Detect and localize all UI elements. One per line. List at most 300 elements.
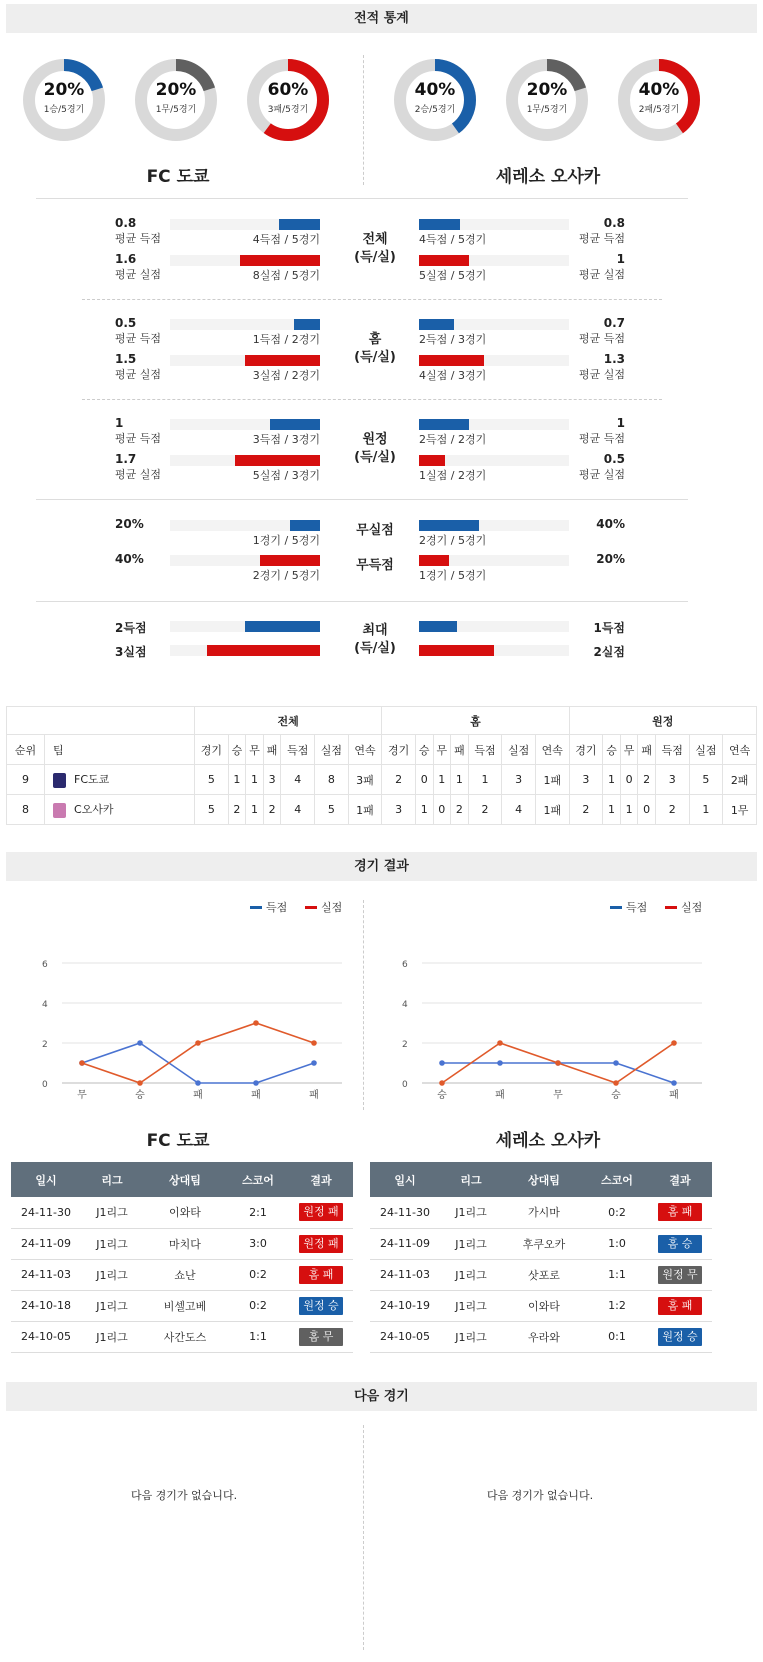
clean-count-right: 1경기 / 5경기 — [419, 569, 487, 582]
standings-cell: 8 — [315, 765, 349, 795]
results-table-right — [370, 1162, 712, 1353]
team-name-left: FC 도쿄 — [146, 167, 210, 187]
y-tick-label: 2 — [42, 1040, 48, 1050]
y-tick-label: 2 — [402, 1040, 408, 1050]
record-section-header: 전적 통계 — [6, 4, 757, 33]
standings-blank-header — [7, 707, 195, 735]
results-col-header: 일시 — [11, 1162, 81, 1197]
standings-cell: 1 — [451, 765, 469, 795]
clean-bar-left — [290, 520, 320, 531]
stat-value-right: 0.7 — [603, 316, 625, 330]
data-point-conceded — [311, 1040, 317, 1046]
stat-category-line: 홈 — [368, 332, 382, 347]
stat-value-right: 1 — [616, 416, 625, 430]
stat-category-line: (득/실) — [354, 350, 396, 365]
stat-value-left: 0.5 — [115, 316, 137, 330]
standings-team-name: C오사카 — [74, 803, 114, 817]
standings-col-header: 경기 — [382, 735, 416, 765]
results-col-header: 일시 — [370, 1162, 440, 1197]
standings-col-header: 패 — [263, 735, 281, 765]
stat-bar-left — [240, 255, 320, 266]
standings-team-name: FC도쿄 — [74, 773, 110, 787]
standings-col-header: 패 — [638, 735, 656, 765]
clean-count-left: 1경기 / 5경기 — [252, 534, 320, 547]
results-table-left — [11, 1162, 353, 1353]
donut-4 — [504, 57, 590, 143]
stat-category-line: 원정 — [362, 432, 388, 447]
results-result — [289, 1321, 353, 1352]
stat-value-left: 1 — [115, 416, 124, 430]
stat-category-label — [335, 231, 415, 267]
data-point-scored — [253, 1080, 259, 1086]
standings-col-header: 순위 — [7, 735, 45, 765]
results-opp: 마치다 — [143, 1228, 227, 1259]
standings-group-away: 원정 — [569, 707, 756, 735]
standings-col-header: 득점 — [655, 735, 689, 765]
stat-count-left: 3실점 / 2경기 — [252, 369, 320, 382]
stat-value-right: 0.8 — [603, 216, 625, 230]
donut-percent: 40% — [414, 80, 456, 100]
donut-percent: 20% — [43, 80, 85, 100]
data-point-scored — [311, 1060, 317, 1066]
data-point-scored — [671, 1080, 677, 1086]
standings-col-header: 실점 — [315, 735, 349, 765]
max-bar-right — [419, 621, 457, 632]
standings-cell: 5 — [689, 765, 723, 795]
results-score: 1:1 — [227, 1321, 289, 1352]
results-opp: 쇼난 — [143, 1259, 227, 1290]
stat-label-right: 평균 실점 — [578, 368, 625, 381]
result-badge: 원정 무 — [658, 1266, 702, 1284]
stat-count-left: 4득점 / 5경기 — [252, 233, 320, 246]
clean-count-left: 2경기 / 5경기 — [252, 569, 320, 582]
stat-count-left: 3득점 / 3경기 — [252, 433, 320, 446]
donut-subtext: 1승/5경기 — [43, 105, 85, 115]
x-tick-label: 패 — [495, 1090, 505, 1101]
stat-label-left: 평균 득점 — [115, 332, 162, 345]
results-league: J1리그 — [440, 1290, 502, 1321]
data-point-conceded — [613, 1080, 619, 1086]
x-tick-label: 패 — [193, 1090, 203, 1101]
stat-category-line: 전체 — [362, 232, 388, 247]
divider — [36, 601, 688, 602]
standings-cell: 1 — [246, 765, 264, 795]
results-date: 24-11-09 — [11, 1228, 81, 1259]
donut-subtext: 3패/5경기 — [267, 105, 309, 115]
standings-col-header: 승 — [415, 735, 433, 765]
stat-category-line: (득/실) — [354, 450, 396, 465]
stat-category-label — [335, 431, 415, 467]
results-row — [11, 1290, 353, 1321]
standings-col-header: 팀 — [45, 735, 195, 765]
standings-cell: 2 — [382, 765, 416, 795]
results-league: J1리그 — [81, 1259, 143, 1290]
standings-col-header: 경기 — [569, 735, 603, 765]
result-badge: 홈 패 — [299, 1266, 343, 1284]
standings-col-header: 득점 — [468, 735, 502, 765]
y-tick-label: 6 — [42, 960, 48, 970]
series-line-conceded — [82, 1023, 314, 1083]
standings-cell: 3 — [655, 765, 689, 795]
stat-count-left: 8실점 / 5경기 — [252, 269, 320, 282]
donut-subtext: 1무/5경기 — [155, 105, 197, 115]
stat-label-right: 평균 득점 — [578, 332, 625, 345]
data-point-conceded — [555, 1060, 561, 1066]
results-chart-right — [380, 890, 720, 1115]
results-league: J1리그 — [81, 1321, 143, 1352]
standings-cell: 1무 — [723, 795, 757, 825]
standings-cell: 2 — [451, 795, 469, 825]
max-bar-left — [207, 645, 320, 656]
data-point-conceded — [195, 1040, 201, 1046]
results-date: 24-10-05 — [11, 1321, 81, 1352]
standings-col-header: 패 — [451, 735, 469, 765]
stat-bar-right — [419, 455, 445, 466]
results-opp: 삿포로 — [502, 1259, 586, 1290]
data-point-scored — [195, 1080, 201, 1086]
standings-team[interactable] — [45, 765, 195, 795]
standings-cell: 5 — [195, 795, 229, 825]
stat-count-right: 4실점 / 3경기 — [419, 369, 487, 382]
stat-bar-left — [270, 419, 320, 430]
results-date: 24-10-05 — [370, 1321, 440, 1352]
data-point-conceded — [137, 1080, 143, 1086]
stat-value-right: 0.5 — [603, 452, 625, 466]
results-score: 0:2 — [227, 1290, 289, 1321]
results-opp: 가시마 — [502, 1197, 586, 1228]
clean-bar-right — [419, 520, 479, 531]
results-col-header: 리그 — [440, 1162, 502, 1197]
divider — [82, 299, 662, 300]
legend-conceded: 실점 — [321, 901, 343, 914]
standings-col-header: 연속 — [348, 735, 382, 765]
standings-cell: 3 — [569, 765, 603, 795]
donut-percent: 20% — [155, 80, 197, 100]
standings-table — [6, 706, 757, 825]
x-tick-label: 승 — [437, 1090, 447, 1101]
standings-cell: 1 — [603, 765, 621, 795]
data-point-conceded — [439, 1080, 445, 1086]
clean-value-left: 40% — [115, 552, 144, 566]
results-opp: 이와타 — [502, 1290, 586, 1321]
y-tick-label: 0 — [42, 1080, 48, 1090]
data-point-conceded — [671, 1040, 677, 1046]
standings-cell: 2 — [638, 765, 656, 795]
results-row — [11, 1321, 353, 1352]
stat-label-left: 평균 실점 — [115, 368, 162, 381]
donut-subtext: 1무/5경기 — [526, 105, 568, 115]
standings-cell: 4 — [281, 795, 315, 825]
results-date: 24-11-30 — [370, 1197, 440, 1228]
legend-scored: 득점 — [626, 901, 648, 914]
standings-col-header: 무 — [433, 735, 451, 765]
max-value-left: 2득점 — [115, 621, 147, 635]
stat-count-left: 1득점 / 2경기 — [252, 333, 320, 346]
results-row — [11, 1228, 353, 1259]
donut-subtext: 2패/5경기 — [638, 105, 680, 115]
data-point-conceded — [253, 1020, 259, 1026]
results-opp: 사간도스 — [143, 1321, 227, 1352]
x-tick-label: 무 — [77, 1090, 87, 1101]
standings-cell: 1 — [228, 765, 246, 795]
standings-cell: 1패 — [348, 795, 382, 825]
stat-bar-left — [294, 319, 320, 330]
results-league: J1리그 — [81, 1290, 143, 1321]
stat-value-left: 1.6 — [115, 252, 137, 266]
next-match-left: 다음 경기가 없습니다. — [130, 1489, 238, 1502]
max-value-right: 1득점 — [593, 621, 625, 635]
results-chart-left — [20, 890, 360, 1115]
standings-cell: 4 — [281, 765, 315, 795]
max-bar-left — [245, 621, 320, 632]
standings-cell: 1 — [433, 765, 451, 795]
results-result — [648, 1197, 712, 1228]
stat-count-right: 2득점 / 2경기 — [419, 433, 487, 446]
stat-count-right: 2득점 / 3경기 — [419, 333, 487, 346]
results-score: 1:0 — [586, 1228, 648, 1259]
results-league: J1리그 — [440, 1228, 502, 1259]
results-col-header: 상대팀 — [143, 1162, 227, 1197]
clean-count-right: 2경기 / 5경기 — [419, 534, 487, 547]
standings-cell: 1패 — [535, 795, 569, 825]
results-result — [289, 1290, 353, 1321]
data-point-scored — [137, 1040, 143, 1046]
results-row — [370, 1197, 712, 1228]
standings-col-header: 무 — [246, 735, 264, 765]
stat-bar-right — [419, 219, 460, 230]
clean-value-right: 40% — [596, 517, 625, 531]
donut-ring — [245, 57, 331, 143]
results-result — [289, 1197, 353, 1228]
results-opp: 비셀고베 — [143, 1290, 227, 1321]
results-row — [11, 1197, 353, 1228]
stat-label-right: 평균 실점 — [578, 468, 625, 481]
results-col-header: 상대팀 — [502, 1162, 586, 1197]
standings-group-home: 홈 — [382, 707, 569, 735]
result-badge: 홈 승 — [658, 1235, 702, 1253]
stat-label-left: 평균 실점 — [115, 268, 162, 281]
results-score: 2:1 — [227, 1197, 289, 1228]
result-badge: 원정 승 — [658, 1328, 702, 1346]
stat-bar-right — [419, 255, 469, 266]
standings-cell: 2 — [468, 795, 502, 825]
stat-value-left: 1.7 — [115, 452, 137, 466]
standings-cell: 1 — [468, 765, 502, 795]
stat-label-left: 평균 득점 — [115, 232, 162, 245]
results-score: 0:1 — [586, 1321, 648, 1352]
standings-cell: 3패 — [348, 765, 382, 795]
results-col-header: 스코어 — [586, 1162, 648, 1197]
standings-cell: 5 — [195, 765, 229, 795]
results-col-header: 스코어 — [227, 1162, 289, 1197]
results-league: J1리그 — [81, 1228, 143, 1259]
legend-conceded-swatch — [305, 906, 317, 909]
donut-1 — [133, 57, 219, 143]
results-score: 1:1 — [586, 1259, 648, 1290]
stat-bar-left — [245, 355, 320, 366]
x-tick-label: 승 — [611, 1090, 621, 1101]
results-col-header: 리그 — [81, 1162, 143, 1197]
stat-bar-right — [419, 319, 454, 330]
stat-value-left: 0.8 — [115, 216, 137, 230]
next-match-right: 다음 경기가 없습니다. — [486, 1489, 594, 1502]
results-date: 24-10-18 — [11, 1290, 81, 1321]
results-date: 24-11-09 — [370, 1228, 440, 1259]
standings-cell: 1 — [689, 795, 723, 825]
divider — [363, 1425, 364, 1650]
results-result — [648, 1228, 712, 1259]
stat-label-right: 평균 실점 — [578, 268, 625, 281]
next-section-header: 다음 경기 — [6, 1382, 757, 1411]
stat-bar-left — [279, 219, 320, 230]
results-score: 0:2 — [586, 1197, 648, 1228]
result-badge: 원정 패 — [299, 1203, 343, 1221]
result-badge: 원정 패 — [299, 1235, 343, 1253]
results-result — [648, 1259, 712, 1290]
clean-bar-right — [419, 555, 449, 566]
stat-count-left: 5실점 / 3경기 — [252, 469, 320, 482]
max-category-label — [335, 622, 415, 658]
results-league: J1리그 — [440, 1259, 502, 1290]
standings-col-header: 승 — [603, 735, 621, 765]
results-result — [289, 1228, 353, 1259]
x-tick-label: 무 — [553, 1090, 563, 1101]
data-point-conceded — [497, 1040, 503, 1046]
stat-bar-left — [235, 455, 320, 466]
stat-value-right: 1 — [616, 252, 625, 266]
standings-cell: 2 — [263, 795, 281, 825]
results-row — [370, 1228, 712, 1259]
legend-conceded-swatch — [665, 906, 677, 909]
team-name-left-results: FC 도쿄 — [146, 1131, 210, 1151]
divider — [82, 399, 662, 400]
donut-ring — [504, 57, 590, 143]
standings-group-total: 전체 — [195, 707, 382, 735]
stat-value-right: 1.3 — [603, 352, 625, 366]
stat-bar-right — [419, 355, 484, 366]
clean-bar-left — [260, 555, 320, 566]
standings-col-header: 무 — [620, 735, 638, 765]
legend-scored: 득점 — [266, 901, 288, 914]
standings-cell: 0 — [433, 795, 451, 825]
standings-col-header: 실점 — [689, 735, 723, 765]
y-tick-label: 0 — [402, 1080, 408, 1090]
y-tick-label: 4 — [402, 1000, 408, 1010]
donut-ring — [616, 57, 702, 143]
results-row — [370, 1259, 712, 1290]
results-score: 3:0 — [227, 1228, 289, 1259]
stat-label-left: 평균 실점 — [115, 468, 162, 481]
team-name-right-results: 세레소 오사카 — [495, 1131, 601, 1151]
team-logo-icon — [53, 803, 66, 818]
divider — [36, 499, 688, 500]
standings-cell: 1 — [603, 795, 621, 825]
clean-value-right: 20% — [596, 552, 625, 566]
stat-label-left: 평균 득점 — [115, 432, 162, 445]
results-section-header: 경기 결과 — [6, 852, 757, 881]
stat-bar-right — [419, 419, 469, 430]
donut-percent: 60% — [267, 80, 309, 100]
donut-2 — [245, 57, 331, 143]
standings-cell: 4 — [502, 795, 536, 825]
stat-label-right: 평균 득점 — [578, 432, 625, 445]
stat-count-right: 1실점 / 2경기 — [419, 469, 487, 482]
clean-value-left: 20% — [115, 517, 144, 531]
legend-scored-swatch — [610, 906, 622, 909]
stat-label-right: 평균 득점 — [578, 232, 625, 245]
max-category-line: 최대 — [362, 623, 388, 638]
x-tick-label: 승 — [135, 1090, 145, 1101]
max-bar-right — [419, 645, 494, 656]
result-badge: 홈 패 — [658, 1297, 702, 1315]
max-value-left: 3실점 — [115, 645, 147, 659]
stat-count-right: 4득점 / 5경기 — [419, 233, 487, 246]
standings-col-header: 연속 — [535, 735, 569, 765]
standings-cell: 1 — [620, 795, 638, 825]
donut-0 — [21, 57, 107, 143]
results-result — [648, 1321, 712, 1352]
standings-cell: 3 — [382, 795, 416, 825]
results-score: 1:2 — [586, 1290, 648, 1321]
max-value-right: 2실점 — [593, 645, 625, 659]
results-league: J1리그 — [440, 1321, 502, 1352]
x-tick-label: 패 — [309, 1090, 319, 1101]
standings-cell: 0 — [638, 795, 656, 825]
standings-cell: 3 — [502, 765, 536, 795]
donut-3 — [392, 57, 478, 143]
clean-category-label: 무실점 — [356, 523, 394, 538]
results-result — [289, 1259, 353, 1290]
donut-ring — [392, 57, 478, 143]
standings-cell: 3 — [263, 765, 281, 795]
y-tick-label: 6 — [402, 960, 408, 970]
stat-category-line: (득/실) — [354, 250, 396, 265]
standings-col-header: 경기 — [195, 735, 229, 765]
results-col-header: 결과 — [648, 1162, 712, 1197]
data-point-conceded — [79, 1060, 85, 1066]
standings-col-header: 승 — [228, 735, 246, 765]
standings-col-header: 연속 — [723, 735, 757, 765]
legend-scored-swatch — [250, 906, 262, 909]
donut-percent: 40% — [638, 80, 680, 100]
standings-cell: 0 — [415, 765, 433, 795]
results-opp: 후쿠오카 — [502, 1228, 586, 1259]
results-opp: 이와타 — [143, 1197, 227, 1228]
standings-cell: 2 — [569, 795, 603, 825]
data-point-scored — [439, 1060, 445, 1066]
results-league: J1리그 — [440, 1197, 502, 1228]
results-league: J1리그 — [81, 1197, 143, 1228]
standings-col-header: 실점 — [502, 735, 536, 765]
donut-percent: 20% — [526, 80, 568, 100]
result-badge: 홈 무 — [299, 1328, 343, 1346]
standings-col-header: 득점 — [281, 735, 315, 765]
donut-ring — [133, 57, 219, 143]
results-date: 24-11-03 — [370, 1259, 440, 1290]
result-badge: 원정 승 — [299, 1297, 343, 1315]
result-badge: 홈 패 — [658, 1203, 702, 1221]
legend-conceded: 실점 — [681, 901, 703, 914]
standings-team[interactable] — [45, 795, 195, 825]
results-result — [648, 1290, 712, 1321]
divider — [363, 55, 364, 185]
standings-cell: 5 — [315, 795, 349, 825]
y-tick-label: 4 — [42, 1000, 48, 1010]
x-tick-label: 패 — [251, 1090, 261, 1101]
results-col-header: 결과 — [289, 1162, 353, 1197]
results-date: 24-11-30 — [11, 1197, 81, 1228]
results-row — [370, 1321, 712, 1352]
